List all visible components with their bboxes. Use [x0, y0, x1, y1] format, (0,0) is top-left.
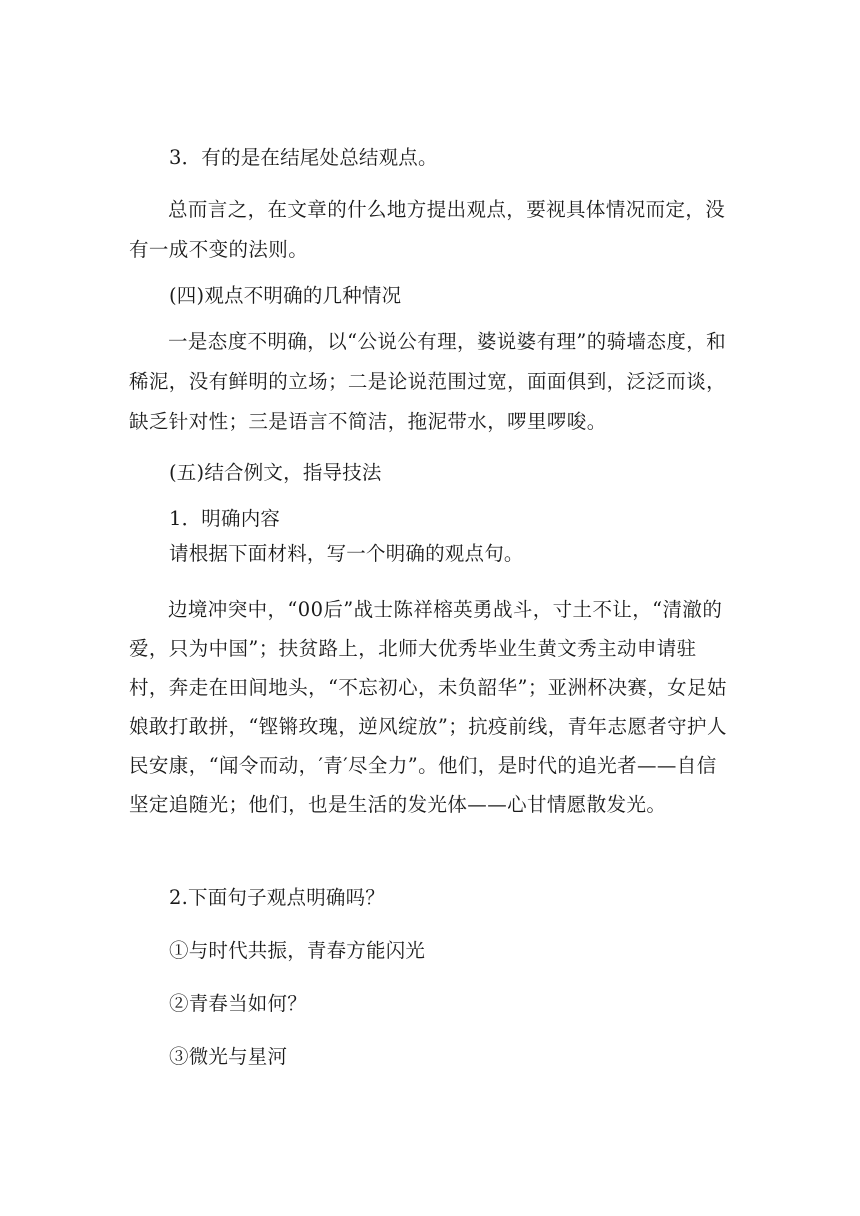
section-4-heading: (四)观点不明确的几种情况	[169, 284, 402, 307]
subsection-1-heading: 1．明确内容	[169, 507, 281, 530]
section-4-paragraph	[129, 322, 733, 442]
instruction-text: 请根据下面材料，写一个明确的观点句。	[169, 542, 524, 565]
question-2-text: 2.下面句子观点明确吗？	[169, 886, 386, 909]
option-2-text: ②青春当如何？	[169, 992, 307, 1015]
option-1-text: ①与时代共振，青春方能闪光	[169, 939, 426, 962]
option-3-text: ③微光与星河	[169, 1045, 288, 1068]
material-paragraph	[129, 590, 733, 824]
section-4-body: 一是态度不明确，以“公说公有理，婆说婆有理”的骑墙态度，和稀泥，没有鲜明的立场；二是论说范围过宽，面面俱到，泛泛而谈，缺乏针对性；三是语言不简洁，拖泥带水，啰里啰唆。	[129, 330, 727, 433]
section-5-heading: (五)结合例文，指导技法	[169, 461, 382, 484]
summary-paragraph	[129, 190, 733, 270]
material-text: 边境冲突中，“00后”战士陈祥榕英勇战斗，寸土不让，“清澈的爱，只为中国”；扶贫路上，北师大优秀毕业生黄文秀主动申请驻村，奔走在田间地头，“不忘初心，未负韶华”；亚洲杯决赛，女足姑娘敢打敢拼，“铿锵玫瑰，逆风绽放”；抗疫前线，青年志愿者守护人民安康，“闻令而动，′青′尽全力”。他们，是时代的追光者——自信坚定追随光；他们，也是生活的发光体——心甘情愿散发光。	[129, 598, 727, 816]
item-3-text: 3．有的是在结尾处总结观点。	[169, 146, 438, 169]
summary-text: 总而言之，在文章的什么地方提出观点，要视具体情况而定，没有一成不变的法则。	[129, 198, 726, 261]
